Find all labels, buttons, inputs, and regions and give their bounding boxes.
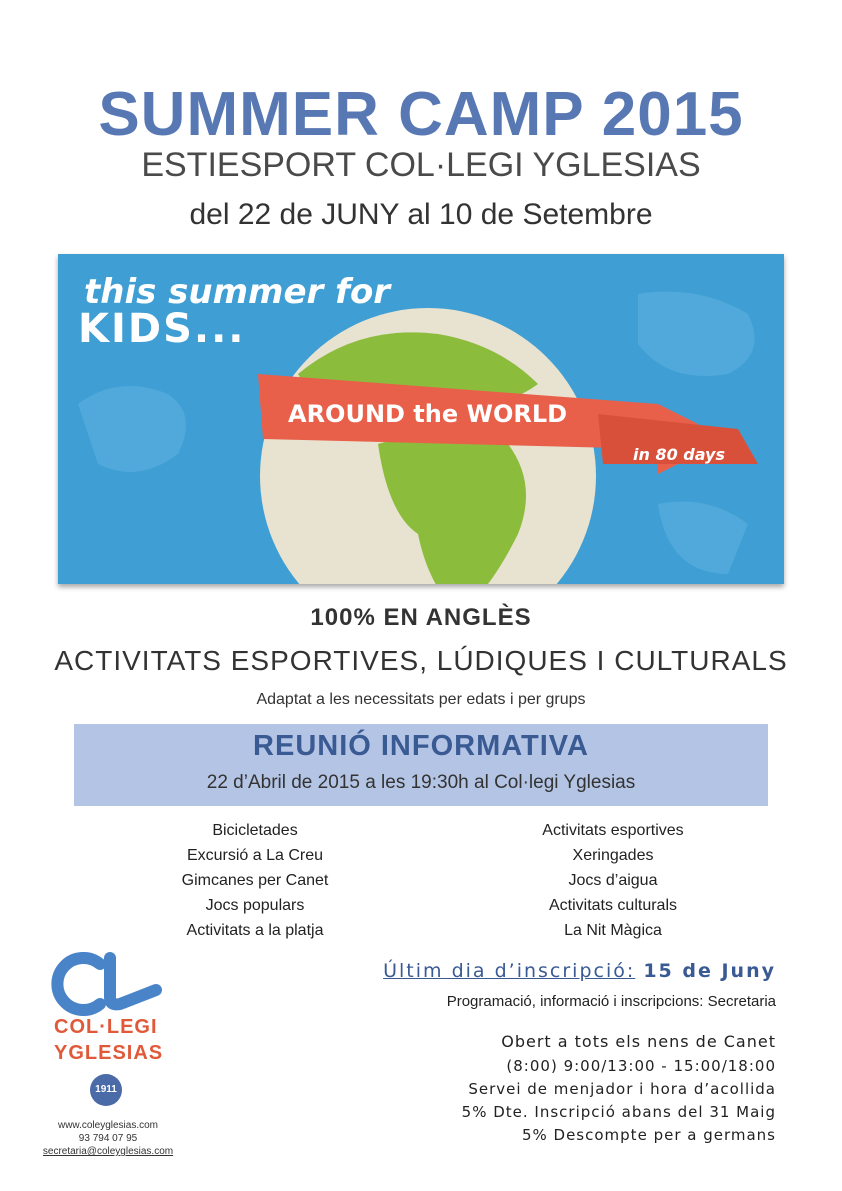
early-discount: 5% Dte. Inscripció abans del 31 Maig bbox=[461, 1103, 776, 1121]
page-title: SUMMER CAMP 2015 bbox=[98, 80, 744, 149]
list-item: Activitats culturals bbox=[548, 897, 678, 914]
meeting-date: 22 d’Abril de 2015 a les 19:30h al Col·legi Yglesias bbox=[206, 772, 636, 793]
list-item: Activitats esportives bbox=[542, 822, 684, 839]
meeting-title: REUNIÓ INFORMATIVA bbox=[253, 730, 589, 762]
banner-tagline: this summer for bbox=[84, 272, 391, 312]
ribbon-text: AROUND the WORLD bbox=[288, 400, 568, 428]
list-item: Activitats a la platja bbox=[186, 922, 324, 939]
deadline-label: Últim dia d’inscripció: bbox=[383, 960, 636, 982]
list-item: Bicicletades bbox=[212, 822, 298, 839]
school-email-link[interactable]: secretaria@coleyglesias.com bbox=[42, 1146, 174, 1157]
activity-list-left bbox=[105, 818, 405, 943]
list-item: La Nit Màgica bbox=[564, 922, 662, 939]
logo-text: YGLESIAS bbox=[54, 1042, 164, 1064]
list-item: Excursió a La Creu bbox=[186, 847, 324, 864]
page-subtitle: ESTIESPORT COL·LEGI YGLESIAS bbox=[141, 146, 701, 184]
deadline-date: 15 de Juny bbox=[643, 960, 776, 982]
list-item: Jocs d’aigua bbox=[568, 872, 658, 889]
school-logo-icon bbox=[48, 952, 168, 1016]
adapted-note: Adaptat a les necessitats per edats i per grups bbox=[256, 691, 586, 708]
english-notice: 100% EN ANGLÈS bbox=[310, 604, 532, 631]
canteen-service: Servei de menjador i hora d’acollida bbox=[468, 1080, 776, 1098]
list-item: Jocs populars bbox=[205, 897, 305, 914]
registration-deadline bbox=[383, 960, 776, 982]
banner-image bbox=[58, 254, 784, 584]
activities-heading: ACTIVITATS ESPORTIVES, LÚDIQUES I CULTURALS bbox=[54, 645, 788, 676]
open-to-all: Obert a tots els nens de Canet bbox=[501, 1032, 776, 1051]
school-website[interactable]: www.coleyglesias.com bbox=[57, 1120, 159, 1131]
list-item: Xeringades bbox=[572, 847, 654, 864]
school-phone: 93 794 07 95 bbox=[78, 1133, 138, 1144]
camp-dates: del 22 de JUNY al 10 de Setembre bbox=[189, 198, 653, 231]
schedule-hours: (8:00) 9:00/13:00 - 15:00/18:00 bbox=[506, 1057, 776, 1075]
banner-kids: KIDS... bbox=[78, 306, 246, 352]
ribbon-subtext: in 80 days bbox=[633, 445, 725, 464]
activity-list-right bbox=[463, 818, 763, 943]
sibling-discount: 5% Descompte per a germans bbox=[521, 1126, 776, 1144]
info-meeting-box bbox=[74, 724, 768, 806]
seal-1911: 1911 bbox=[90, 1074, 122, 1106]
logo-text: COL·LEGI bbox=[54, 1016, 158, 1038]
registration-info: Programació, informació i inscripcions: Secretaria bbox=[446, 993, 776, 1010]
list-item: Gimcanes per Canet bbox=[181, 872, 329, 889]
